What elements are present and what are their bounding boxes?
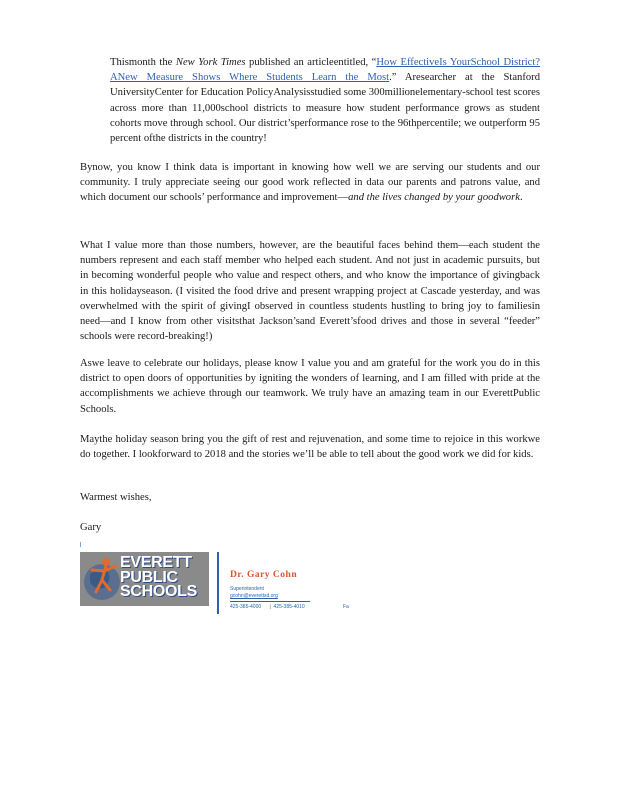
paragraph-holidays: Aswe leave to celebrate our holidays, please know I value you and am grateful for the work you do in this district to open doors of opportunities by igniting the wonders of learning, and I am filled with pride at the accomplishments we achieve through our teamwork. We truly have an amazing team in our EverettPublic Schools.	[80, 358, 540, 415]
closing-line: Warmest wishes,	[80, 492, 152, 503]
signature-fax: Fa	[343, 604, 349, 610]
signature-title: Superintendent	[230, 586, 264, 592]
signature-email-link[interactable]: gcohn@everettsd.org	[230, 593, 278, 599]
everett-public-schools-logo	[80, 552, 209, 606]
paragraph-beautiful-faces: What I value more than those numbers, however, are the beautiful faces behind them—each student the numbers represent and each staff member who helped each student. And not just in academic pursuits, but in becoming wonderful people who value and respect others, and who know the importance of givingback in this holidayseason. (I visited the food drive and present wrapping project at Cascade yesterday, and was overwhelmed with the spirit of givingI observed in countless students hustling to bring joy to familiesin need—and I know from other visitsthat Jackson’sand Everett’sfood drives and those in several “feeder” schools were record-breaking!)	[80, 240, 540, 343]
logo-wordmark: EVERETT PUBLIC SCHOOLS	[120, 554, 198, 600]
paragraph-data-importance	[80, 160, 540, 206]
publication-name: New York Times	[175, 57, 246, 68]
signature-rule	[230, 601, 310, 602]
quote-text-start: Thismonth the	[110, 57, 176, 68]
paragraph-1-italic: and the lives changed by your goodwork	[348, 192, 520, 204]
paragraph-1-text: Bynow, you know I think data is important in knowing how well we are serving our students and our community. I truly appreciate seeing our good work reflected in data our parents and patrons value, and which document our schools’ performance and improvement—	[80, 162, 540, 204]
signature-name: Dr. Gary Cohn	[230, 570, 298, 580]
signoff-name: Gary	[80, 522, 102, 533]
signature-divider	[217, 552, 219, 614]
article-link[interactable]: How EffectiveIs YourSchool District?ANew Measure Shows Where Students Learn the Most	[110, 57, 541, 84]
cursor-mark	[80, 542, 84, 547]
paragraph-holiday-wishes: Maythe holiday season bring you the gift of rest and rejuvenation, and some time to rejoice in this workwe do together. I lookforward to 2018 and the stories we’ll be able to tell about the good work we did for kids.	[80, 434, 540, 461]
quote-text-end: .” Aresearcher at the Stanford UniversityCenter for Education PolicyAnalysisstudied some 300millionelementary-school test scores across more than 11,000school districts to measure how student performance grows as student cohorts move through school. Our district’sperformance rose to the 96thpercentile; we outperform 95 percent ofthe districts in the country!	[110, 72, 540, 145]
paragraph-1-end: .	[519, 192, 523, 204]
signature-phones: 425-385-4000 | 425-385-4010	[230, 604, 305, 610]
quoted-article-paragraph	[110, 55, 540, 146]
quote-text-mid: published an articleentitled, “	[245, 57, 377, 68]
